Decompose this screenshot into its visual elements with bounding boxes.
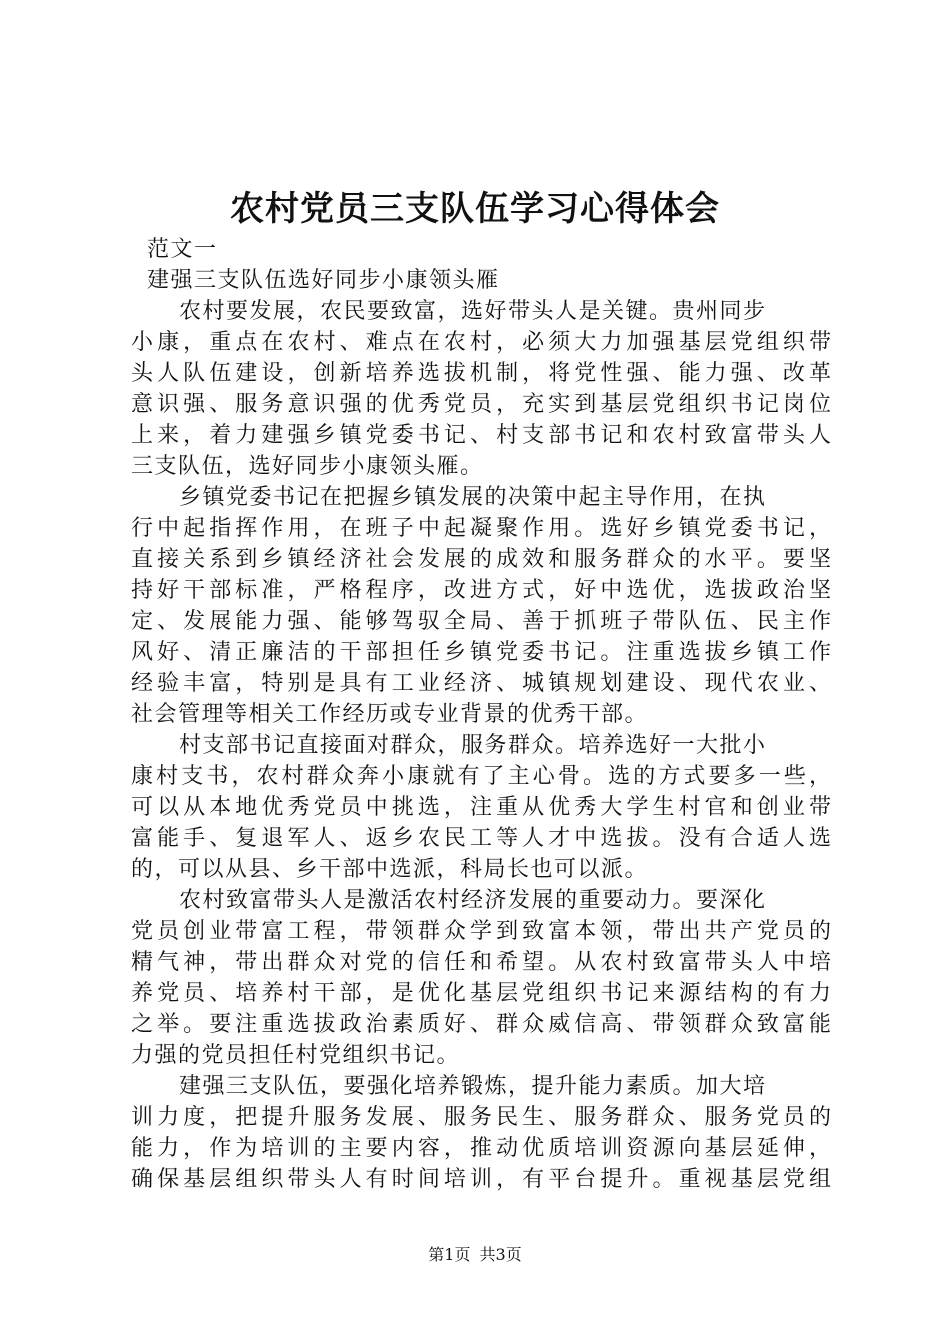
- paragraph-line: 定、发展能力强、能够驾驭全局、善于抓班子带队伍、民主作: [131, 609, 831, 634]
- page-footer: [0, 1243, 950, 1267]
- paragraph-line: 养党员、培养村干部，是优化基层党组织书记来源结构的有力: [131, 981, 831, 1006]
- paragraph-1: [131, 296, 831, 482]
- paragraph-line: 持好干部标准，严格程序，改进方式，好中选优，选拔政治坚: [131, 578, 831, 603]
- paragraph-line: 建强三支队伍，要强化培养锻炼，提升能力素质。加大培: [179, 1074, 767, 1099]
- paragraph-line: 小康，重点在农村、难点在农村，必须大力加强基层党组织带: [131, 330, 831, 355]
- paragraph-line: 头人队伍建设，创新培养选拔机制，将党性强、能力强、改革: [131, 361, 831, 386]
- document-body: [131, 234, 831, 1195]
- paragraph-line: 社会管理等相关工作经历或专业背景的优秀干部。: [131, 702, 649, 727]
- paragraph-line: 力强的党员担任村党组织书记。: [131, 1043, 461, 1068]
- paragraph-line: 精气神，带出群众对党的信任和希望。从农村致富带头人中培: [131, 950, 831, 975]
- paragraph-line: 能力，作为培训的主要内容，推动优质培训资源向基层延伸，: [131, 1136, 831, 1161]
- paragraph-line: 富能手、复退军人、返乡农民工等人才中选拔。没有合适人选: [131, 826, 831, 851]
- paragraph-line: 乡镇党委书记在把握乡镇发展的决策中起主导作用，在执: [179, 485, 767, 510]
- paragraph-line: 农村要发展，农民要致富，选好带头人是关键。贵州同步: [179, 299, 767, 324]
- section-label: 范文一: [147, 237, 218, 262]
- paragraph-line: 农村致富带头人是激活农村经济发展的重要动力。要深化: [179, 888, 767, 913]
- paragraph-line: 上来，着力建强乡镇党委书记、村支部书记和农村致富带头人: [131, 423, 831, 448]
- paragraph-line: 训力度，把提升服务发展、服务民生、服务群众、服务党员的: [131, 1105, 831, 1130]
- paragraph-line: 经验丰富，特别是具有工业经济、城镇规划建设、现代农业、: [131, 671, 831, 696]
- paragraph-2: [131, 482, 831, 730]
- paragraph-line: 的，可以从县、乡干部中选派，科局长也可以派。: [131, 857, 649, 882]
- paragraph-line: 党员创业带富工程，带领群众学到致富本领，带出共产党员的: [131, 919, 831, 944]
- paragraph-4: [131, 885, 831, 1071]
- paragraph-5: [131, 1071, 831, 1195]
- paragraph-line: 风好、清正廉洁的干部担任乡镇党委书记。注重选拔乡镇工作: [131, 640, 831, 665]
- paragraph-line: 三支队伍，选好同步小康领头雁。: [131, 454, 484, 479]
- paragraph-line: 意识强、服务意识强的优秀党员，充实到基层党组织书记岗位: [131, 392, 831, 417]
- paragraph-line: 行中起指挥作用，在班子中起凝聚作用。选好乡镇党委书记，: [131, 516, 831, 541]
- page-number-total: 共3页: [479, 1245, 522, 1264]
- paragraph-line: 康村支书，农村群众奔小康就有了主心骨。选的方式要多一些，: [131, 764, 831, 789]
- paragraph-line: 之举。要注重选拔政治素质好、群众威信高、带领群众致富能: [131, 1012, 831, 1037]
- paragraph-3: [131, 730, 831, 885]
- paragraph-line: 直接关系到乡镇经济社会发展的成效和服务群众的水平。要坚: [131, 547, 831, 572]
- page-number-current: 第1页: [428, 1245, 471, 1264]
- paragraph-line: 村支部书记直接面对群众，服务群众。培养选好一大批小: [179, 733, 767, 758]
- paragraph-line: 确保基层组织带头人有时间培训，有平台提升。重视基层党组: [131, 1167, 831, 1192]
- document-title: 农村党员三支队伍学习心得体会: [230, 189, 720, 229]
- section-subtitle: 建强三支队伍选好同步小康领头雁: [147, 268, 500, 293]
- paragraph-line: 可以从本地优秀党员中挑选，注重从优秀大学生村官和创业带: [131, 795, 831, 820]
